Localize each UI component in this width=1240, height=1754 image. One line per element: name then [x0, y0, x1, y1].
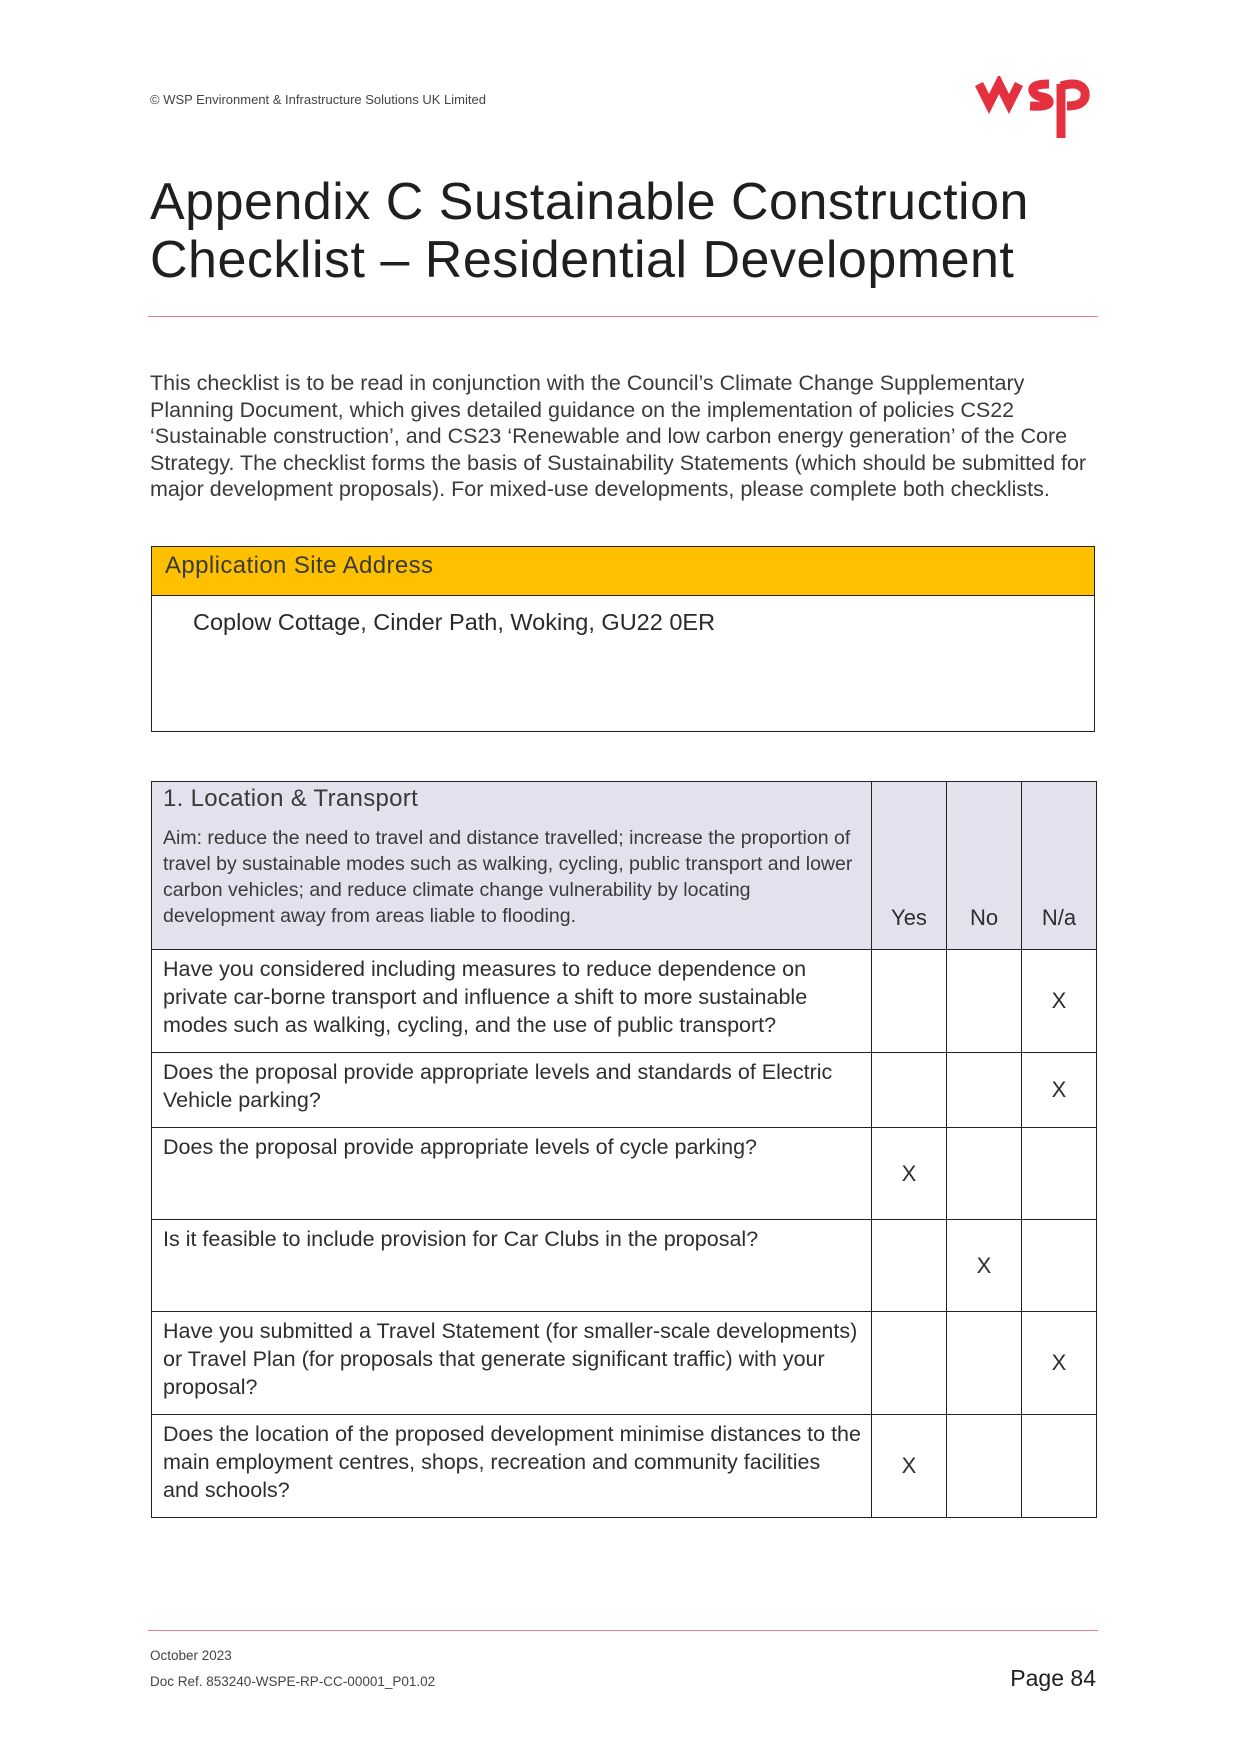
section-title: 1. Location & Transport: [163, 785, 419, 812]
no-cell[interactable]: [947, 1053, 1022, 1128]
na-cell[interactable]: [1022, 1220, 1097, 1312]
table-row: [152, 1128, 1097, 1220]
yes-cell[interactable]: [872, 1312, 947, 1415]
no-cell[interactable]: [947, 1312, 1022, 1415]
table-row: [152, 950, 1097, 1053]
wsp-logo: [975, 76, 1097, 142]
address-value: Coplow Cottage, Cinder Path, Woking, GU22 0ER: [193, 609, 716, 635]
no-cell[interactable]: [947, 950, 1022, 1053]
no-cell[interactable]: [947, 1415, 1022, 1518]
na-cell[interactable]: X: [1022, 1053, 1097, 1128]
question-cell: Does the proposal provide appropriate levels and standards of Electric Vehicle parking?: [152, 1053, 872, 1128]
copyright-notice: © WSP Environment & Infrastructure Solutions UK Limited: [150, 92, 486, 107]
column-header-no: No: [947, 782, 1022, 950]
question-cell: Have you submitted a Travel Statement (for smaller-scale developments) or Travel Plan (for proposals that generate significant traffic) with your proposal?: [152, 1312, 872, 1415]
footer-date: October 2023: [150, 1648, 232, 1663]
na-cell[interactable]: [1022, 1415, 1097, 1518]
section-header-cell: [152, 782, 872, 950]
footer-divider: [148, 1630, 1098, 1631]
table-row: [152, 1415, 1097, 1518]
intro-paragraph: This checklist is to be read in conjunction with the Council’s Climate Change Supplementary Planning Document, which gives detailed guidance on the implementation of policies CS22 ‘Sustainable construction’, and CS23 ‘Renewable and low carbon energy generation’ of the Core Strategy. The checklist forms the basis of Sustainability Statements (which should be submitted for major development proposals). For mixed-use developments, please complete both checklists.: [150, 371, 1087, 501]
section-aim: Aim: reduce the need to travel and distance travelled; increase the proportion of travel by sustainable modes such as walking, cycling, public transport and lower carbon vehicles; and reduce climate change vulnerability by locating development away from areas liable to flooding.: [163, 827, 853, 927]
question-cell: Does the location of the proposed development minimise distances to the main employment centres, shops, recreation and community facilities and schools?: [152, 1415, 872, 1518]
no-cell[interactable]: [947, 1128, 1022, 1220]
na-cell[interactable]: X: [1022, 1312, 1097, 1415]
checklist-header-row: [152, 782, 1097, 950]
column-header-yes: Yes: [872, 782, 947, 950]
yes-cell[interactable]: [872, 1053, 947, 1128]
address-box: [151, 546, 1095, 732]
table-row: [152, 1312, 1097, 1415]
table-row: [152, 1053, 1097, 1128]
table-row: [152, 1220, 1097, 1312]
address-label: Application Site Address: [152, 547, 1094, 596]
page-title: Appendix C Sustainable Construction Checklist – Residential Development: [150, 173, 1029, 289]
yes-cell[interactable]: X: [872, 1128, 947, 1220]
question-cell: Is it feasible to include provision for Car Clubs in the proposal?: [152, 1220, 872, 1312]
na-cell[interactable]: X: [1022, 950, 1097, 1053]
page-number: Page 84: [1010, 1665, 1096, 1691]
no-cell[interactable]: X: [947, 1220, 1022, 1312]
yes-cell[interactable]: [872, 1220, 947, 1312]
title-divider: [148, 316, 1098, 317]
yes-cell[interactable]: X: [872, 1415, 947, 1518]
footer-doc-ref: Doc Ref. 853240-WSPE-RP-CC-00001_P01.02: [150, 1674, 436, 1689]
yes-cell[interactable]: [872, 950, 947, 1053]
column-header-na: N/a: [1022, 782, 1097, 950]
question-cell: Have you considered including measures to reduce dependence on private car-borne transport and influence a shift to more sustainable modes such as walking, cycling, and the use of public transport?: [152, 950, 872, 1053]
na-cell[interactable]: [1022, 1128, 1097, 1220]
location-transport-checklist: [151, 781, 1097, 1518]
question-cell: Does the proposal provide appropriate levels of cycle parking?: [152, 1128, 872, 1220]
